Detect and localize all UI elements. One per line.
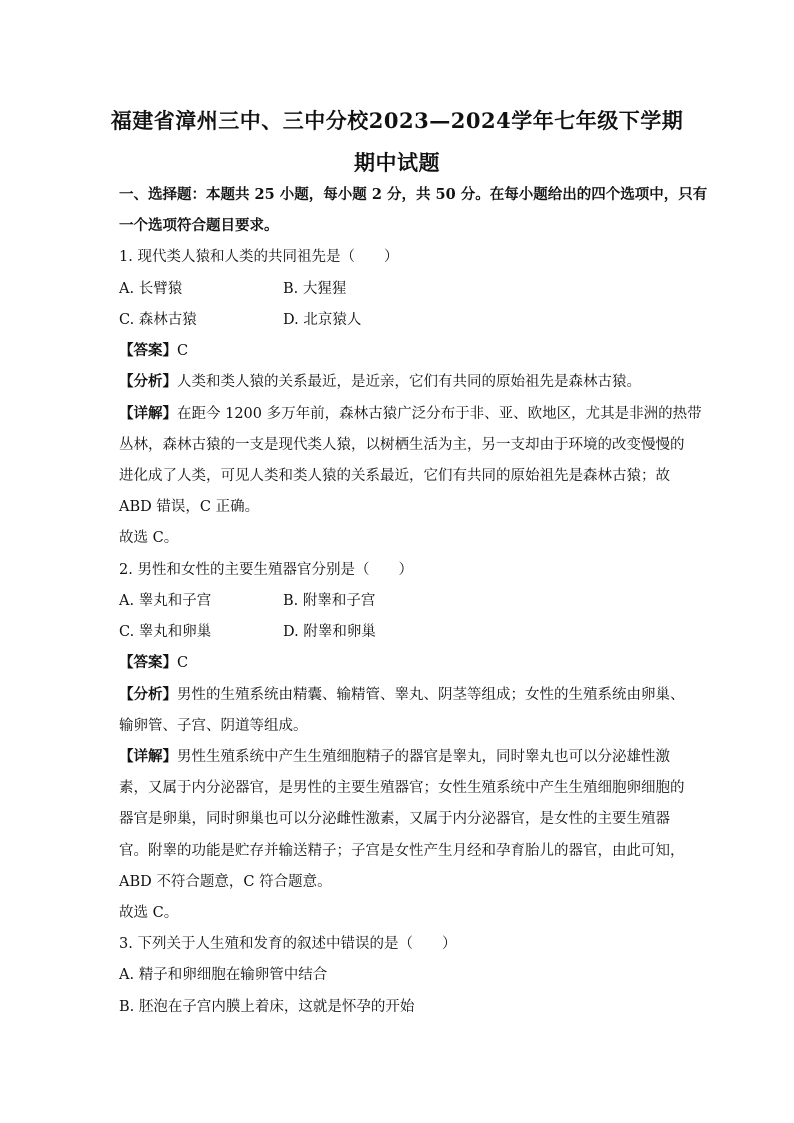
question-1-detail-line-4: ABD 错误，C 正确。 [119,499,260,515]
analysis-tag: 【分析】 [119,373,177,390]
question-1-answer [119,342,188,360]
question-2-detail-line-4: 官。附睾的功能是贮存并输送精子；子宫是女性产生月经和孕育胎儿的器官，由此可知， [119,843,685,859]
analysis-text: 男性的生殖系统由精囊、输精管、睾丸、阴茎等组成；女性的生殖系统由卵巢、 [177,687,685,703]
section-instructions-line-1: 一、选择题：本题共 25 小题，每小题 2 分，共 50 分。在每小题给出的四个选项中，只有 [119,186,708,203]
question-1-detail-line-2: 丛林，森林古猿的一支是现代类人猿，以树栖生活为主，另一支却由于环境的改变慢慢的 [119,437,685,453]
question-2-detail-line-2: 素，又属于内分泌器官，是男性的主要生殖器官；女性生殖系统中产生生殖细胞卵细胞的 [119,780,685,796]
question-2-detail-line-5: ABD 不符合题意，C 符合题意。 [119,874,332,890]
question-3-option-a: A. 精子和卵细胞在输卵管中结合 [119,967,328,983]
answer-tag: 【答案】 [119,342,177,359]
question-2-analysis-line-1 [119,686,685,704]
question-2-analysis-line-2: 输卵管、子宫、阴道等组成。 [119,718,308,734]
question-1-detail-line-3: 进化成了人类，可见人类和类人猿的关系最近，它们有共同的原始祖先是森林古猿；故 [119,468,670,484]
question-1-option-b: B. 大猩猩 [283,281,347,297]
question-3-option-b: B. 胚泡在子宫内膜上着床，这就是怀孕的开始 [119,999,415,1015]
question-2-option-b: B. 附睾和子宫 [283,593,376,609]
answer-tag: 【答案】 [119,654,177,671]
document-title-line-2: 期中试题 [354,150,440,175]
document-title-line-1: 福建省漳州三中、三中分校2023—2024学年七年级下学期 [110,108,684,133]
question-2-option-c: C. 睾丸和卵巢 [119,624,212,640]
question-2-detail-line-1 [119,748,670,766]
question-3-stem: 3. 下列关于人生殖和发育的叙述中错误的是（ ） [119,936,457,952]
detail-tag: 【详解】 [119,748,177,765]
question-1-option-d: D. 北京猿人 [283,312,362,328]
question-1-stem: 1. 现代类人猿和人类的共同祖先是（ ） [119,249,399,265]
question-1-conclusion: 故选 C。 [119,530,179,546]
section-instructions-line-2: 一个选项符合题目要求。 [119,217,279,234]
question-2-conclusion: 故选 C。 [119,905,179,921]
question-2-stem: 2. 男性和女性的主要生殖器官分别是（ ） [119,562,413,578]
question-1-option-a: A. 长臂猿 [119,281,183,297]
question-1-detail-line-1 [119,405,702,423]
detail-tag: 【详解】 [119,405,177,422]
analysis-text: 人类和类人猿的关系最近，是近亲，它们有共同的原始祖先是森林古猿。 [177,374,641,390]
question-2-option-d: D. 附睾和卵巢 [283,624,376,640]
answer-value: C [177,343,189,359]
question-2-answer [119,654,188,672]
question-1-analysis [119,373,641,391]
question-2-detail-line-3: 器官是卵巢，同时卵巢也可以分泌雌性激素，又属于内分泌器官，是女性的主要生殖器 [119,811,670,827]
question-2-option-a: A. 睾丸和子宫 [119,593,212,609]
detail-text: 在距今 1200 多万年前，森林古猿广泛分布于非、亚、欧地区，尤其是非洲的热带 [177,406,702,422]
answer-value: C [177,655,189,671]
question-1-option-c: C. 森林古猿 [119,312,197,328]
detail-text: 男性生殖系统中产生生殖细胞精子的器官是睾丸，同时睾丸也可以分泌雄性激 [177,749,670,765]
analysis-tag: 【分析】 [119,686,177,703]
